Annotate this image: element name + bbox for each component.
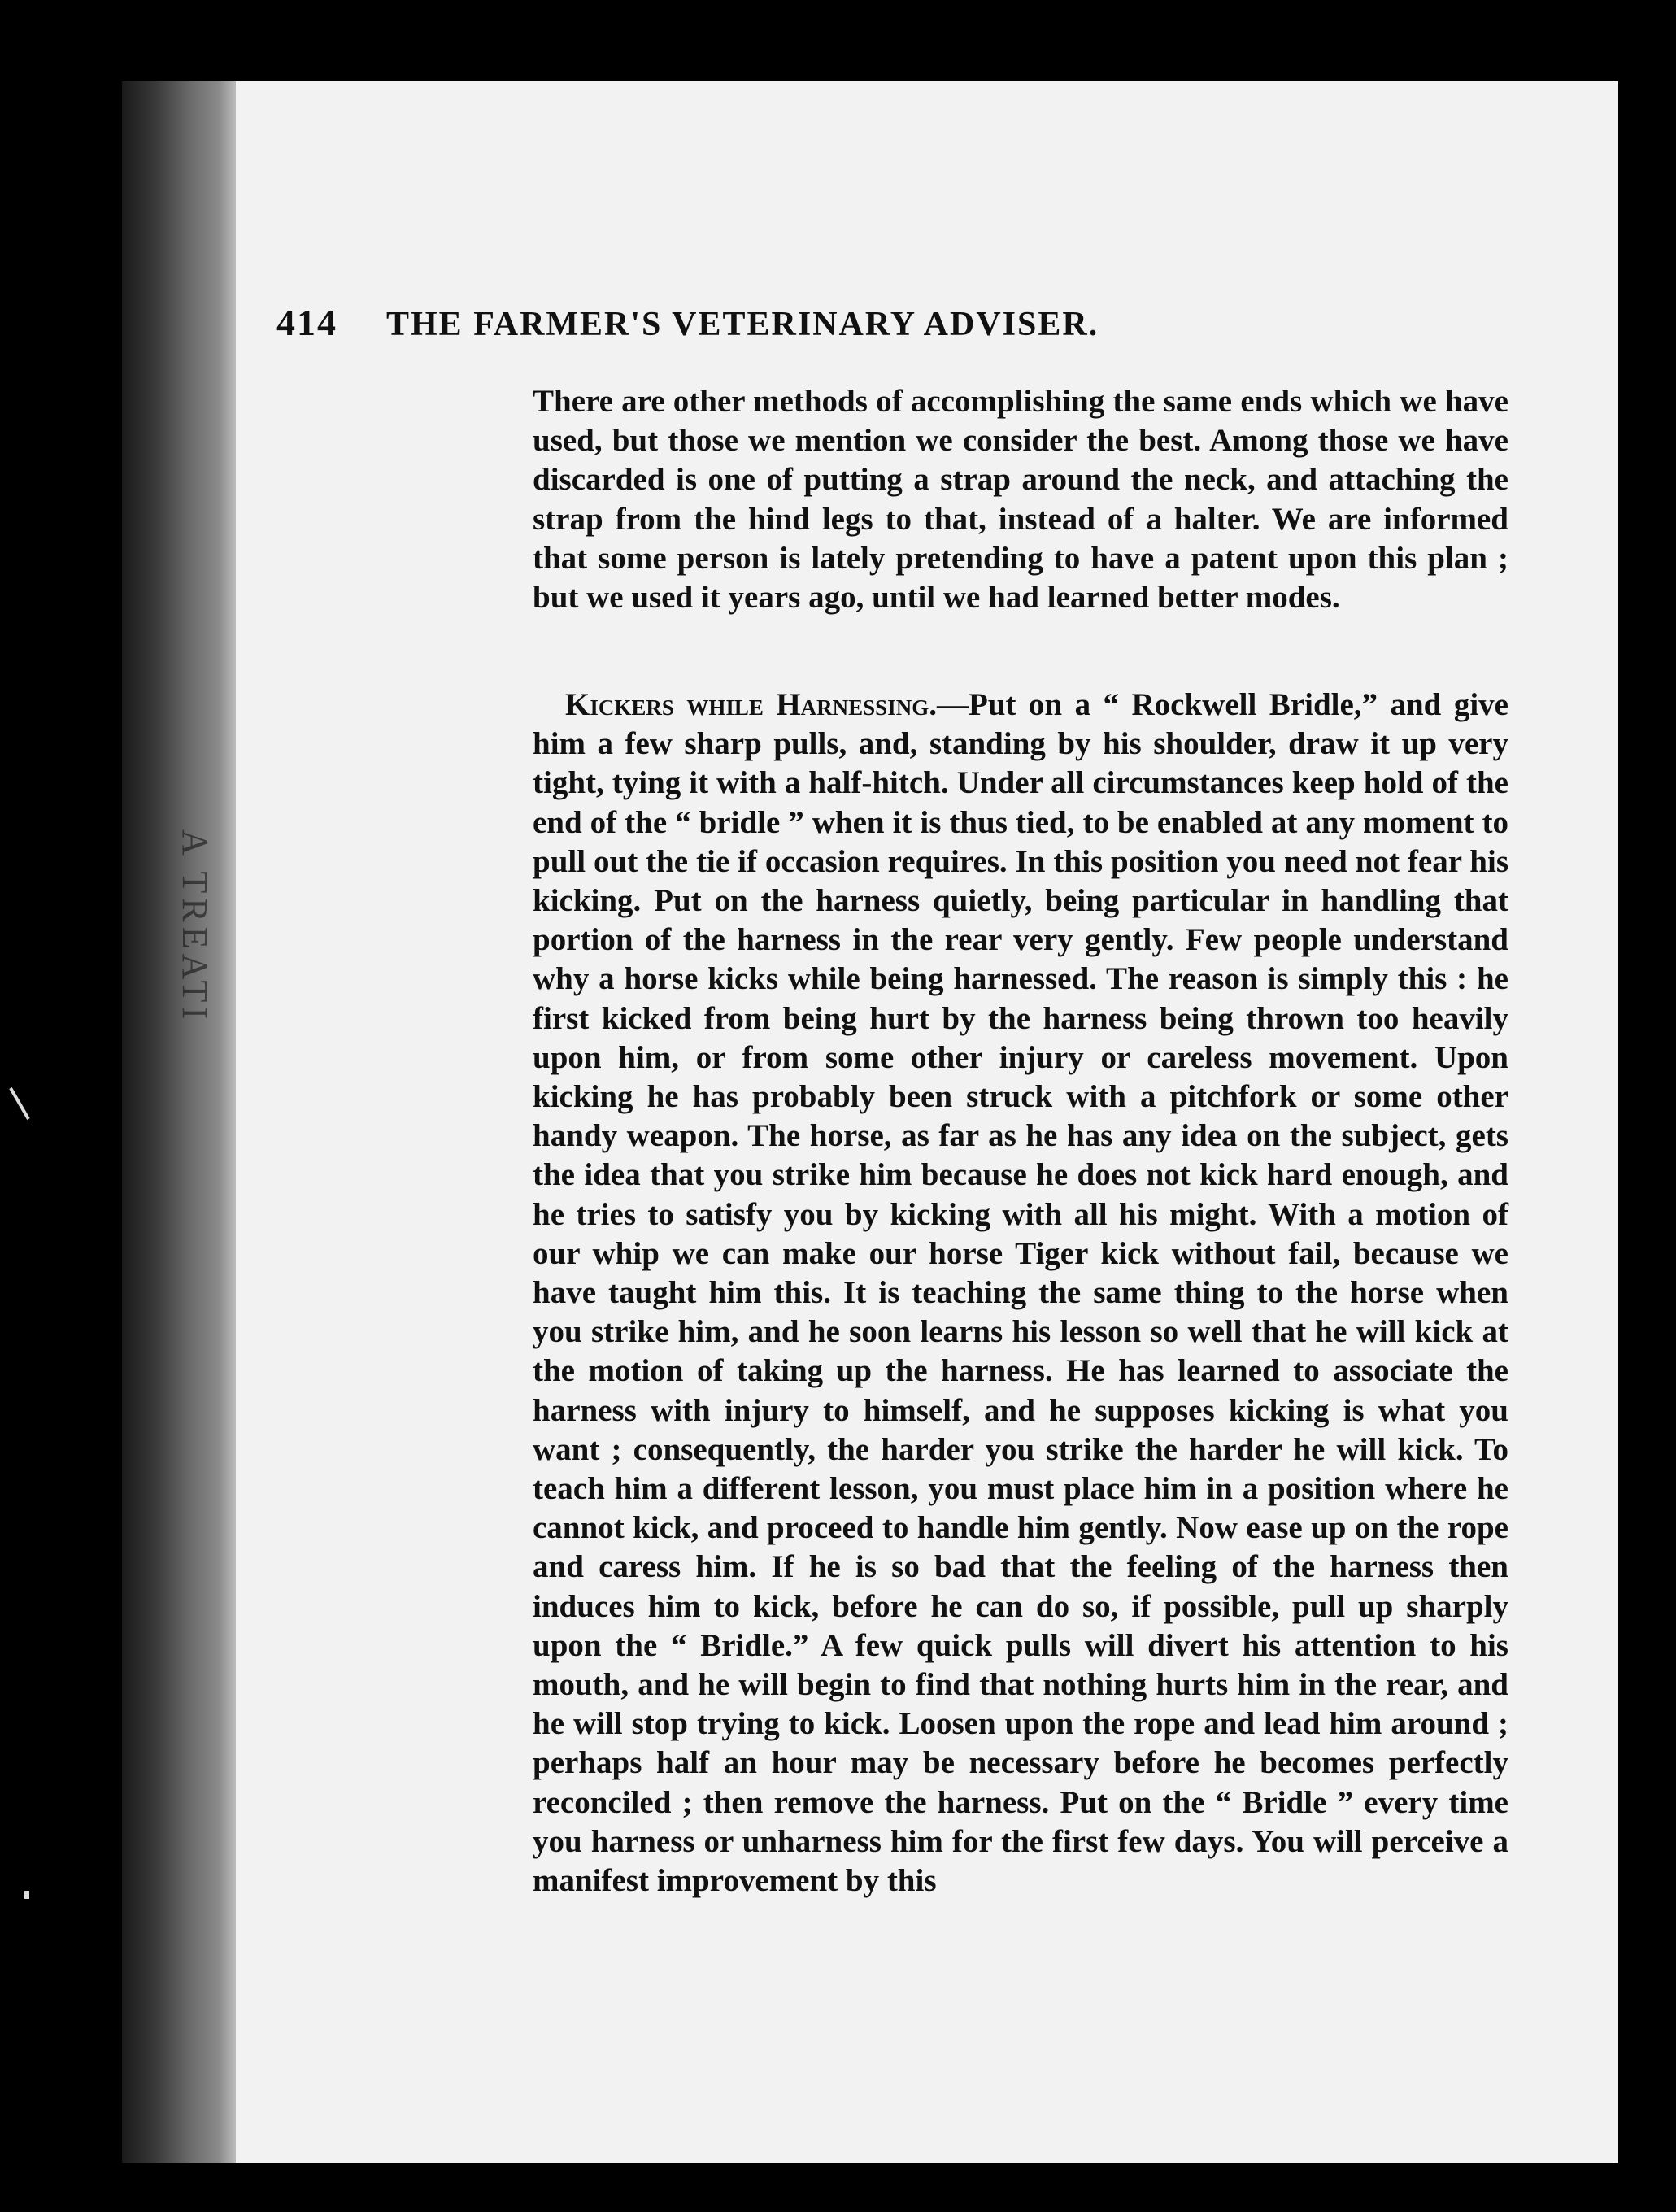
running-header (276, 301, 1496, 344)
edge-dot (24, 1891, 29, 1899)
page-number: 414 (276, 302, 337, 343)
section-heading: Kickers while Harnessing. (565, 687, 937, 722)
edge-mark (9, 1087, 29, 1120)
running-title: THE FARMER'S VETERINARY ADVISER. (386, 306, 1099, 343)
paragraph-1: There are other methods of accomplishing the same ends which we have used, but those we mention we consider the best. Among those we have discarded is one of putting a strap around the neck, and attaching the strap from the hind legs to that, instead of a halter. We are informed that some person is lately pretending to have a patent upon this plan ; but we used it years ago, until we had learned better modes. (533, 384, 1508, 616)
spine-label: A TREATI (175, 830, 215, 1025)
paragraph-2-body: —Put on a “ Rockwell Bridle,” and give him a few sharp pulls, and, standing by his shoulder, draw it up very tight, tying it with a half-hitch. Under all circumstances keep hold of the end of the “ bridle ” when it is thus tied, to be enabled at any moment to pull out the tie if occasion requires. In this position you need not fear his kicking. Put on the harness quietly, being particular in handling that portion of the harness in the rear very gently. Few people understand why a horse kicks while being harnessed. The reason is simply this : he first kicked from being hurt by the harness being thrown too heavily upon him, or from some other injury or careless movement. Upon kicking he has probably been struck with a pitchfork or some other handy weapon. The horse, as far as he has any idea on the subject, gets the idea that you strike him because he does not kick hard enough, and he tries to satisfy you by kicking with all his might. With a motion of our whip we can make our horse Tiger kick without fail, because we have taught him this. It is teaching the same thing to the horse when you strike him, and he soon learns his lesson so well that he will kick at the motion of taking up the harness. He has learned to associate the harness with injury to himself, and he supposes kicking is what you want ; consequently, the harder you strike the harder he will kick. To teach him a different lesson, you must place him in a position where he cannot kick, and proceed to handle him gently. Now ease up on the rope and caress him. If he is so bad that the feeling of the harness then induces him to kick, before he can do so, if possible, pull up sharply upon the “ Bridle.” A few quick pulls will divert his attention to his mouth, and he will begin to find that nothing hurts him in the rear, and he will stop trying to kick. Loosen upon the rope and lead him around ; perhaps half an hour may be necessary before he becomes perfectly reconciled ; then remove the harness. Put on the “ Bridle ” every time you harness or unharness him for the first few days. You will perceive a manifest improvement by this (533, 687, 1508, 1899)
paragraph-2 (533, 686, 1508, 1901)
book-spine (122, 81, 236, 2163)
